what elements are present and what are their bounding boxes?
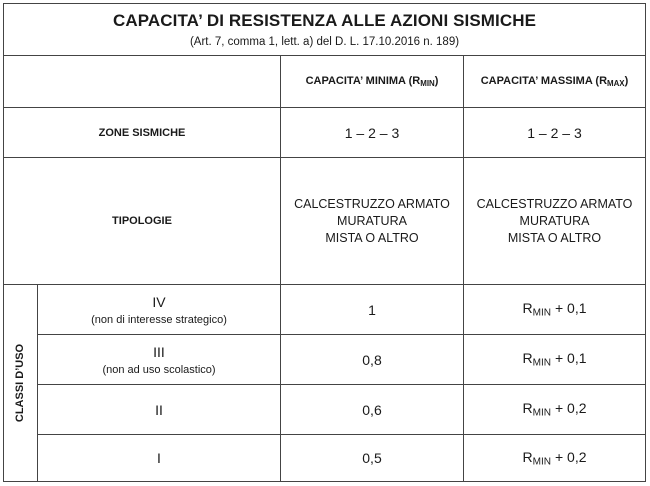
column-header-max bbox=[464, 56, 645, 107]
table-border-right bbox=[645, 3, 646, 482]
class-min-value: 1 bbox=[368, 301, 376, 318]
column-header-min bbox=[281, 56, 463, 107]
max-rest: + 0,1 bbox=[551, 300, 587, 317]
column-header-min-sub: MIN bbox=[420, 78, 435, 88]
tipologie-min bbox=[281, 158, 463, 284]
class-cell bbox=[38, 385, 280, 434]
zone-max-value: 1 – 2 – 3 bbox=[527, 124, 582, 141]
class-number: I bbox=[157, 450, 161, 466]
max-rest: + 0,1 bbox=[551, 350, 587, 367]
class-number: IV bbox=[152, 293, 166, 310]
zone-min-value: 1 – 2 – 3 bbox=[344, 124, 400, 141]
classes-label-cell bbox=[4, 285, 37, 481]
max-rest: + 0,2 bbox=[551, 400, 587, 417]
tipologia-item: MURATURA bbox=[519, 213, 590, 228]
table-border-bottom bbox=[3, 481, 646, 482]
column-header-min-text: CAPACITA’ MINIMA (R bbox=[305, 75, 421, 88]
max-sub: MIN bbox=[532, 307, 552, 319]
class-min-value: 0,5 bbox=[362, 450, 382, 466]
column-header-max-sub: MAX bbox=[607, 78, 625, 88]
class-cell bbox=[38, 335, 280, 384]
max-sub: MIN bbox=[532, 407, 552, 419]
class-note: (non ad uso scolastico) bbox=[102, 363, 216, 376]
class-max-value bbox=[464, 435, 645, 481]
class-max-value bbox=[464, 385, 645, 434]
class-max-value bbox=[464, 285, 645, 334]
tipologia-item: CALCESTRUZZO ARMATO bbox=[294, 196, 450, 211]
page-subtitle: (Art. 7, comma 1, lett. a) del D. L. 17.10.2016 n. 189) bbox=[189, 35, 460, 48]
tipologia-item: MISTA O ALTRO bbox=[507, 230, 602, 245]
column-header-max-suffix: ) bbox=[624, 75, 629, 88]
max-r: R bbox=[522, 350, 533, 367]
max-r: R bbox=[522, 300, 533, 317]
class-note: (non di interesse strategico) bbox=[91, 313, 227, 326]
tipologia-item: MISTA O ALTRO bbox=[325, 230, 419, 245]
max-rest: + 0,2 bbox=[551, 448, 587, 465]
class-number: II bbox=[155, 401, 163, 418]
tipologia-item: MURATURA bbox=[337, 213, 407, 228]
tipologie-label: TIPOLOGIE bbox=[112, 215, 172, 227]
class-min-value: 0,8 bbox=[362, 351, 382, 368]
max-r: R bbox=[522, 400, 533, 417]
class-cell bbox=[38, 435, 280, 481]
title-block bbox=[3, 3, 646, 55]
class-max-value bbox=[464, 335, 645, 384]
max-sub: MIN bbox=[532, 456, 552, 468]
tipologia-item: CALCESTRUZZO ARMATO bbox=[476, 196, 633, 211]
page-title: CAPACITA’ DI RESISTENZA ALLE AZIONI SISMICHE bbox=[112, 10, 537, 30]
classes-label: CLASSI D’USO bbox=[14, 343, 27, 423]
class-min-value: 0,6 bbox=[362, 401, 382, 418]
column-header-max-text: CAPACITA’ MASSIMA (R bbox=[480, 75, 608, 88]
max-r: R bbox=[522, 448, 533, 465]
class-cell bbox=[38, 285, 280, 334]
class-number: III bbox=[153, 343, 165, 360]
zone-label: ZONE SISMICHE bbox=[98, 126, 186, 139]
max-sub: MIN bbox=[532, 357, 552, 369]
tipologie-max bbox=[464, 158, 645, 284]
seismic-capacity-table bbox=[3, 3, 646, 482]
column-header-min-suffix: ) bbox=[434, 75, 439, 88]
